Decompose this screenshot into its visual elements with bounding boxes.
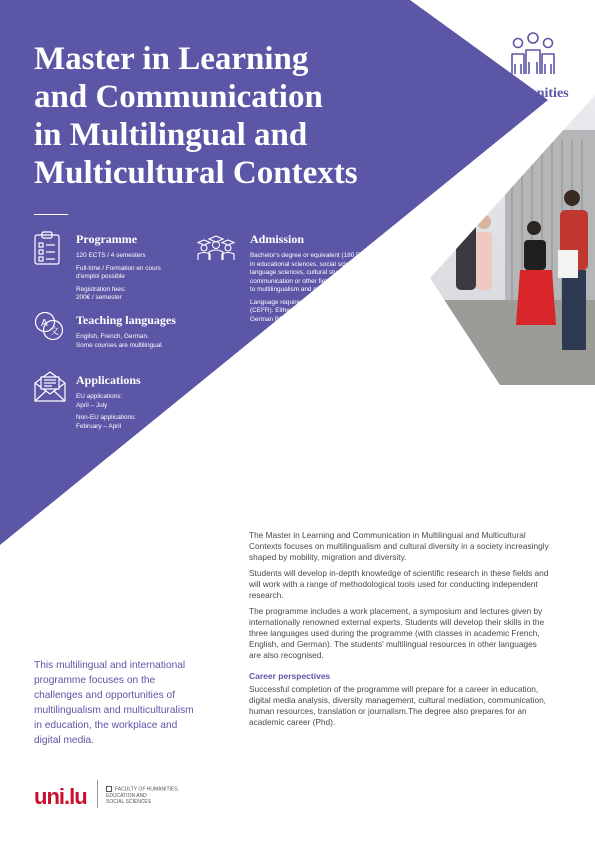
programme-section — [76, 232, 196, 307]
faculty-name: FACULTY OF HUMANITIES, EDUCATION AND SOCIAL SCIENCES — [106, 786, 179, 806]
programme-duration: 120 ECTS / 4 semesters — [76, 252, 146, 259]
admission-section — [250, 232, 425, 328]
category-label: Humanities — [499, 86, 569, 101]
envelope-icon — [34, 370, 66, 402]
description-paragraph: The programme includes a work placement, a symposium and lectures given by internationally renowned external experts. Students will develop their skills in the three languages used during the programme (with classes in academic French, English, and German). The students' multilingual resources in other languages are also recognised. — [249, 606, 545, 660]
teaching-languages-heading: Teaching languages — [76, 313, 176, 327]
title-divider — [34, 214, 68, 215]
applications-section — [76, 373, 196, 435]
career-text: Successful completion of the programme will prepare for a career in education, digital media analysis, diversity management, cultural mediation, communication, human resources, translation or journalism.The degree also prepares for an academic career (Phd). — [249, 684, 546, 727]
graduates-icon — [196, 235, 236, 261]
career-heading: Career perspectives — [249, 671, 331, 681]
programme-fees: Registration fees: 200€ / semester — [76, 285, 126, 301]
faculty-square-icon — [106, 786, 112, 792]
programme-format: Full-time / Formation en cours d'emploi possible — [76, 264, 161, 280]
teaching-languages-text: English, French, German. Some courses are multilingual. — [76, 333, 164, 349]
intro-text: This multilingual and international programme focuses on the challenges and opportunities of multilingualism and multiculturalism in education, the workplace and digital media. — [34, 660, 194, 746]
teaching-languages-section — [76, 313, 216, 354]
description-paragraph: The Master in Learning and Communication in Multilingual and Multicultural Contexts focuses on multilingualism and cultural diversity in a society increasingly shaped by mobility, migration and diversity. — [249, 530, 549, 562]
admission-language: Language requirements: English C1 (CEFR). Either French and/or German B2 (CEFR). — [250, 298, 352, 323]
programme-heading: Programme — [76, 232, 138, 246]
applications-non-eu: Non-EU applications: February – April — [76, 414, 137, 430]
clipboard-checklist-icon — [34, 231, 60, 265]
description — [249, 530, 549, 733]
applications-heading: Applications — [76, 373, 141, 387]
applications-eu: EU applications: April – July — [76, 393, 123, 409]
admission-degree: Bachelor's degree or equivalent (180 ECTS) in educational sciences, social sciences, language sciences, cultural studies, media, communication or other fields of study related to multilingualism and multiculturalism. — [250, 252, 379, 293]
page-title: Master in Learning and Communication in Multilingual and Multicultural Contexts — [34, 41, 358, 191]
logo-divider — [97, 780, 98, 808]
svg-text:A: A — [41, 318, 48, 329]
admission-heading: Admission — [250, 232, 305, 246]
people-group-icon — [508, 30, 558, 78]
svg-text:文: 文 — [50, 327, 60, 337]
translate-icon — [34, 311, 64, 341]
description-paragraph: Students will develop in-depth knowledge of scientific research in these fields and will work with a range of methodological tools used for conducting independent research. — [249, 568, 549, 600]
uni-lu-logo: uni.lu — [34, 784, 87, 809]
